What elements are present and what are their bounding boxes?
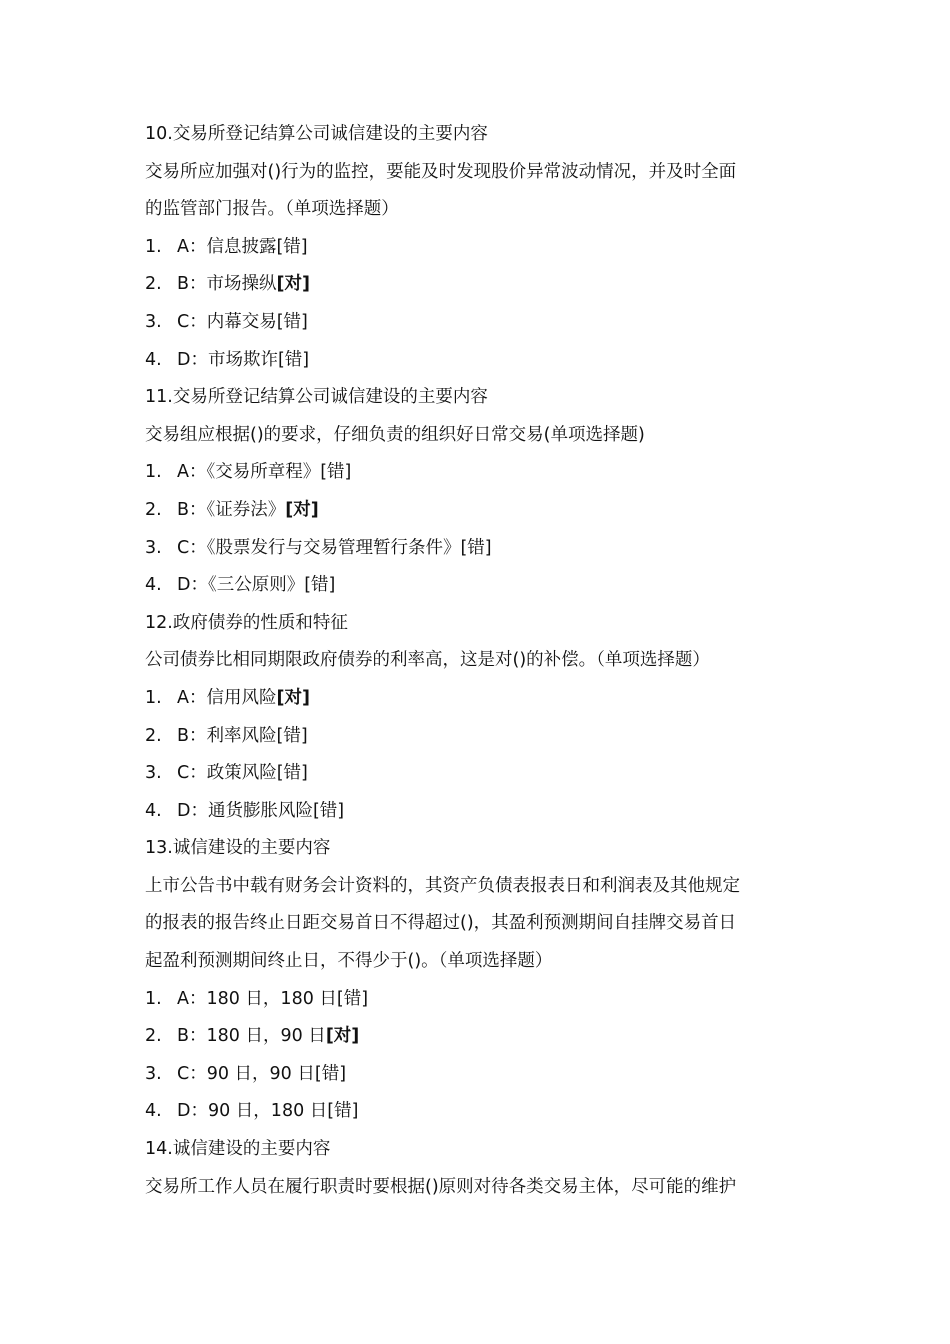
option-number: 4. <box>145 349 162 370</box>
question-title: 13.诚信建设的主要内容 <box>145 838 331 859</box>
option-text: B：180 日，90 日 <box>177 1026 326 1047</box>
wrong-mark: [错] <box>312 800 345 821</box>
question-stem-line: 起盈利预测期间终止日，不得少于()。（单项选择题） <box>145 951 553 972</box>
option-text: C：内幕交易 <box>177 311 277 332</box>
wrong-mark: [错] <box>314 1063 347 1084</box>
option-text: B：《证券法》 <box>177 499 286 520</box>
answer-option <box>145 500 815 538</box>
answer-option <box>145 763 815 801</box>
option-text: A：信息披露 <box>177 236 277 257</box>
option-number: 1. <box>145 462 162 483</box>
option-text: A：180 日，180 日 <box>177 988 337 1009</box>
question-stem-line: 交易所应加强对()行为的监控，要能及时发现股价异常波动情况，并及时全面 <box>145 161 737 182</box>
question-title: 12.政府债券的性质和特征 <box>145 612 348 633</box>
wrong-mark: [错] <box>276 763 308 784</box>
question-stem-line: 的报表的报告终止日距交易首日不得超过()，其盈利预测期间自挂牌交易首日 <box>145 913 737 934</box>
answer-option <box>145 1064 815 1102</box>
option-text: A：信用风险 <box>177 687 277 708</box>
question-stem-line: 上市公告书中载有财务会计资料的，其资产负债表报表日和利润表及其他规定 <box>145 875 740 896</box>
correct-mark: [对] <box>276 274 311 295</box>
option-number: 3. <box>145 1063 162 1084</box>
option-text: A：《交易所章程》 <box>177 462 321 483</box>
option-number: 4. <box>145 575 162 596</box>
option-number: 1. <box>145 236 162 257</box>
question-list <box>145 124 815 1214</box>
option-number: 3. <box>145 311 162 332</box>
answer-option <box>145 726 815 764</box>
option-text: C：90 日，90 日 <box>177 1063 315 1084</box>
option-text: C：《股票发行与交易管理暂行条件》 <box>177 537 461 558</box>
option-number: 4. <box>145 1101 162 1122</box>
answer-option <box>145 1101 815 1139</box>
question-stem-line: 交易组应根据()的要求，仔细负责的组织好日常交易(单项选择题) <box>145 424 645 445</box>
option-number: 4. <box>145 800 162 821</box>
answer-option <box>145 575 815 613</box>
answer-option <box>145 538 815 576</box>
answer-option <box>145 688 815 726</box>
question-block <box>145 1139 815 1214</box>
question-stem-line: 的监管部门报告。（单项选择题） <box>145 199 399 220</box>
question-block <box>145 124 815 387</box>
wrong-mark: [错] <box>276 725 308 746</box>
wrong-mark: [错] <box>276 311 308 332</box>
answer-option <box>145 801 815 839</box>
wrong-mark: [错] <box>320 462 352 483</box>
question-stem-line: 公司债券比相同期限政府债券的利率高，这是对()的补偿。（单项选择题） <box>145 650 710 671</box>
question-block <box>145 613 815 839</box>
option-number: 1. <box>145 687 162 708</box>
answer-option <box>145 237 815 275</box>
option-number: 3. <box>145 537 162 558</box>
option-number: 2. <box>145 274 162 295</box>
option-number: 2. <box>145 725 162 746</box>
option-number: 2. <box>145 499 162 520</box>
question-stem-line: 交易所工作人员在履行职责时要根据()原则对待各类交易主体，尽可能的维护 <box>145 1176 737 1197</box>
answer-option <box>145 350 815 388</box>
question-block <box>145 838 815 1139</box>
answer-option <box>145 1026 815 1064</box>
wrong-mark: [错] <box>336 988 369 1009</box>
option-text: B：利率风险 <box>177 725 277 746</box>
correct-mark: [对] <box>285 499 319 520</box>
option-text: D：《三公原则》 <box>177 575 305 596</box>
wrong-mark: [错] <box>460 537 492 558</box>
wrong-mark: [错] <box>276 236 308 257</box>
question-title: 14.诚信建设的主要内容 <box>145 1139 331 1160</box>
option-number: 3. <box>145 763 162 784</box>
option-text: D：通货膨胀风险 <box>177 800 313 821</box>
option-text: D：90 日，180 日 <box>177 1101 328 1122</box>
answer-option <box>145 312 815 350</box>
option-number: 2. <box>145 1026 162 1047</box>
question-title: 11.交易所登记结算公司诚信建设的主要内容 <box>145 387 488 408</box>
answer-option <box>145 462 815 500</box>
option-text: B：市场操纵 <box>177 274 277 295</box>
wrong-mark: [错] <box>277 349 310 370</box>
wrong-mark: [错] <box>327 1101 359 1122</box>
wrong-mark: [错] <box>304 575 336 596</box>
answer-option <box>145 989 815 1027</box>
correct-mark: [对] <box>276 687 310 708</box>
option-text: C：政策风险 <box>177 763 277 784</box>
correct-mark: [对] <box>325 1026 360 1047</box>
answer-option <box>145 274 815 312</box>
option-number: 1. <box>145 988 162 1009</box>
question-title: 10.交易所登记结算公司诚信建设的主要内容 <box>145 124 488 144</box>
option-text: D：市场欺诈 <box>177 349 278 370</box>
question-block <box>145 387 815 613</box>
